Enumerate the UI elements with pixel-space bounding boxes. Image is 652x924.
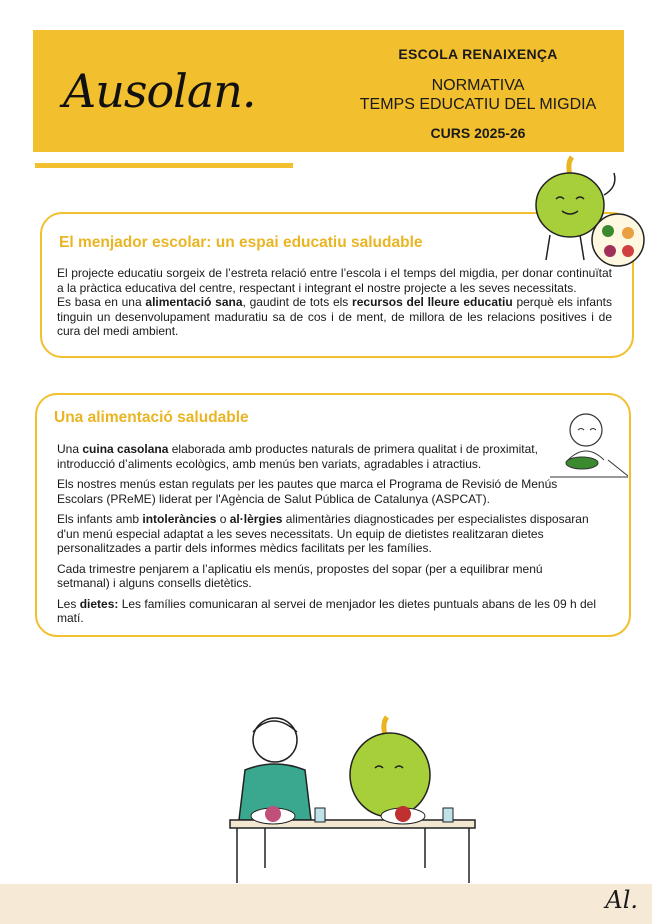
- paragraph: Cada trimestre penjarem a l’aplicatiu els menús, propostes del sopar (per a equilibrar menú setmanal) i alguns consells dietètics.: [57, 561, 543, 590]
- paragraph: Es basa en una alimentació sana, gaudint de tots els recursos del lleure educatiu perquè els infants tinguin un desenvolupament maduratiu sa de cos i de ment, de millora de les relacions positives i de cura del medi ambient.: [57, 295, 613, 338]
- paragraph: Els nostres menús estan regulats per les pautes que marca el Programa de Revisió de Menús Escolars (PReME) liderat per l'Agència de Salut Pública de Catalunya (ASPCAT).: [57, 477, 558, 506]
- child-eating-illustration: [548, 405, 630, 480]
- title-line-2: TEMPS EDUCATIU DEL MIGDIA: [359, 96, 597, 113]
- paragraph: Les dietes: Les famílies comunicaran al servei de menjador les dietes puntuals abans de les 09 h del matí.: [57, 596, 596, 625]
- accent-divider: [35, 163, 293, 168]
- footer-logo: Al.: [605, 886, 638, 914]
- paragraph: Els infants amb intoleràncies o al·lèrgies alimentàries diagnosticades per especialistes disposaran d'un menú especial adaptat a les seves necessitats. Un equip de dietistes realitzaran dietes personalitzades a partir dels informes mèdics facilitats per les famílies.: [57, 512, 589, 555]
- ausolan-logo: Ausolan.: [63, 64, 256, 118]
- apple-mascot-illustration: [520, 155, 645, 270]
- section-healthy-food: [35, 393, 631, 637]
- children-table-illustration: [225, 710, 485, 885]
- footer-band: [0, 884, 652, 924]
- title-line-1: NORMATIVA: [431, 77, 525, 94]
- document-title: [333, 76, 623, 114]
- header-banner: [33, 30, 624, 152]
- course-year: CURS 2025-26: [430, 125, 526, 141]
- paragraph: Una cuina casolana elaborada amb productes naturals de primera qualitat i de proximitat, introducció d’aliments ecològics, amb menús ben variats, agradables i atractius.: [57, 442, 538, 471]
- paragraph: El projecte educatiu sorgeix de l’estreta relació entre l’escola i el temps del migdia, per donar continuïtat a la pràctica educativa del centre, respectant i integrant el nostre projecte a les seves necessitats.: [57, 266, 612, 295]
- section-title: El menjador escolar: un espai educatiu saludable: [59, 234, 423, 251]
- school-name: ESCOLA RENAIXENÇA: [398, 46, 558, 62]
- section-title: Una alimentació saludable: [54, 409, 249, 426]
